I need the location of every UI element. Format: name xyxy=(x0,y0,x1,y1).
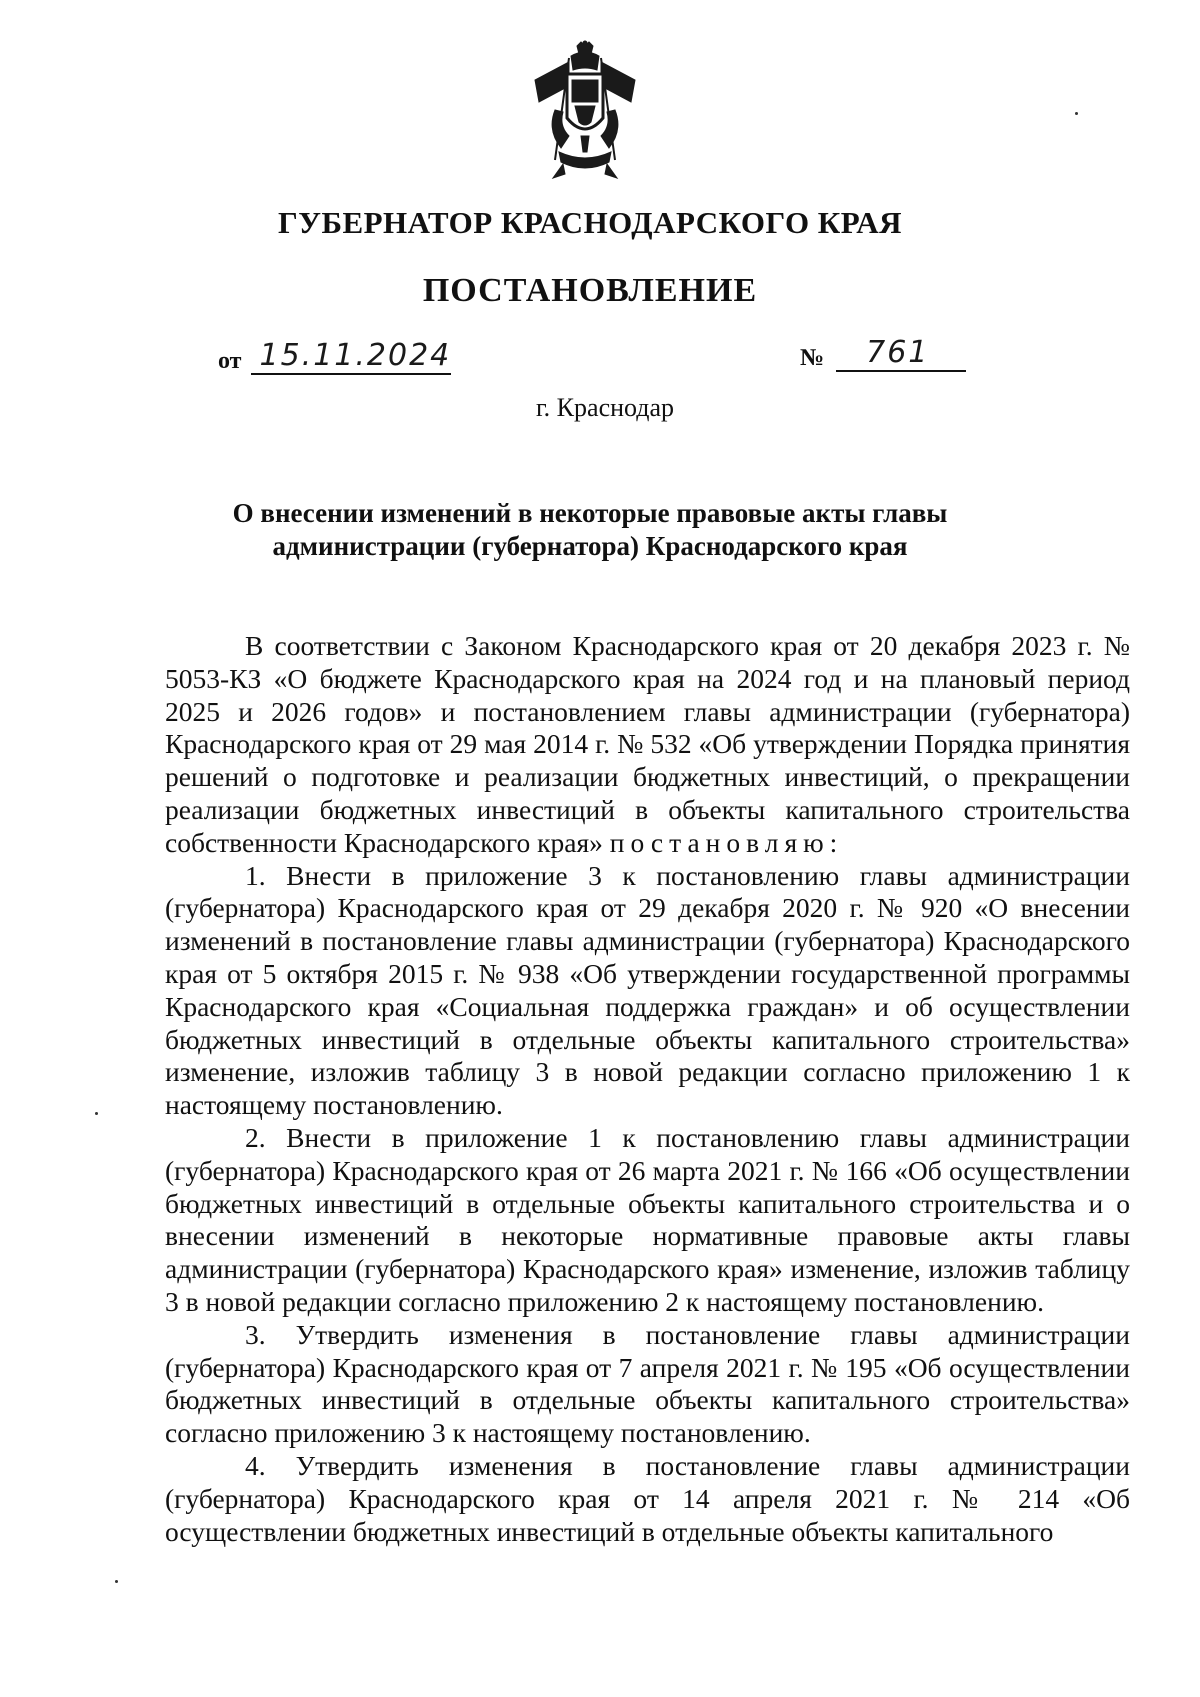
preamble-paragraph xyxy=(165,630,1130,860)
document-number xyxy=(800,335,966,372)
date-line xyxy=(251,338,452,375)
number-prefix: № xyxy=(800,345,825,371)
scan-speck xyxy=(1075,112,1078,115)
city: г. Краснодар xyxy=(535,393,675,422)
coat-of-arms-icon xyxy=(525,40,645,190)
document-body xyxy=(165,630,1130,1548)
handwritten-date: 15.11.2024 xyxy=(259,338,452,373)
handwritten-number: 761 xyxy=(866,335,930,370)
scan-speck xyxy=(115,1580,118,1583)
title-line-1: О внесении изменений в некоторые правовые акты главы xyxy=(232,498,948,528)
item-paragraph-1: 1. Внести в приложение 3 к постановлению главы администрации (губернатора) Краснодарского края от 29 декабря 2020 г. № 920 «О внесении изменений в постановление главы администрации (губернатора) Краснодарского края от 5 октября 2015 г. № 938 «Об утверждении государственной программы Краснодарского края «Социальная поддержка граждан» и об осуществлении бюджетных инвестиций в отдельные объекты капитального строительства» изменение, изложив таблицу 3 в новой редакции согласно приложению 1 к настоящему постановлению. xyxy=(165,859,1130,1121)
document-type: ПОСТАНОВЛЕНИЕ xyxy=(422,272,758,309)
issuing-authority: ГУБЕРНАТОР КРАСНОДАРСКОГО КРАЯ xyxy=(277,205,903,240)
number-line xyxy=(836,335,966,372)
item-paragraph-4: 4. Утвердить изменения в постановление главы администрации (губернатора) Краснодарского края от 14 апреля 2021 г. № 214 «Об осуществлении бюджетных инвестиций в отдельные объекты капитального xyxy=(165,1449,1130,1547)
title-line-2: администрации (губернатора) Краснодарского края xyxy=(272,531,908,561)
decree-word: постановляю: xyxy=(609,826,844,858)
scan-speck xyxy=(95,1112,98,1115)
item-paragraph-2: 2. Внести в приложение 1 к постановлению главы администрации (губернатора) Краснодарского края от 26 марта 2021 г. № 166 «Об осуществлении бюджетных инвестиций в отдельные объекты капитального строительства и о внесении изменений в некоторые нормативные правовые акты главы администрации (губернатора) Краснодарского края» изменение, изложив таблицу 3 в новой редакции согласно приложению 2 к настоящему постановлению. xyxy=(165,1121,1130,1317)
date-prefix: от xyxy=(218,348,242,374)
document-date xyxy=(218,338,452,375)
item-paragraph-3: 3. Утвердить изменения в постановление главы администрации (губернатора) Краснодарского края от 7 апреля 2021 г. № 195 «Об осуществлении бюджетных инвестиций в отдельные объекты капитального строительства» согласно приложению 3 к настоящему постановлению. xyxy=(165,1318,1130,1449)
document-title xyxy=(0,497,1180,563)
preamble-text: В соответствии с Законом Краснодарского края от 20 декабря 2023 г. № 5053-КЗ «О бюджете Краснодарского края на 2024 год и на плановый период 2025 и 2026 годов» и постановлением главы администрации (губернатора) Краснодарского края от 29 мая 2014 г. № 532 «Об утверждении Порядка принятия решений о подготовке и реализации бюджетных инвестиций, о прекращении реализации бюджетных инвестиций в объекты капитального строительства собственности Краснодарского края» xyxy=(165,630,1130,858)
